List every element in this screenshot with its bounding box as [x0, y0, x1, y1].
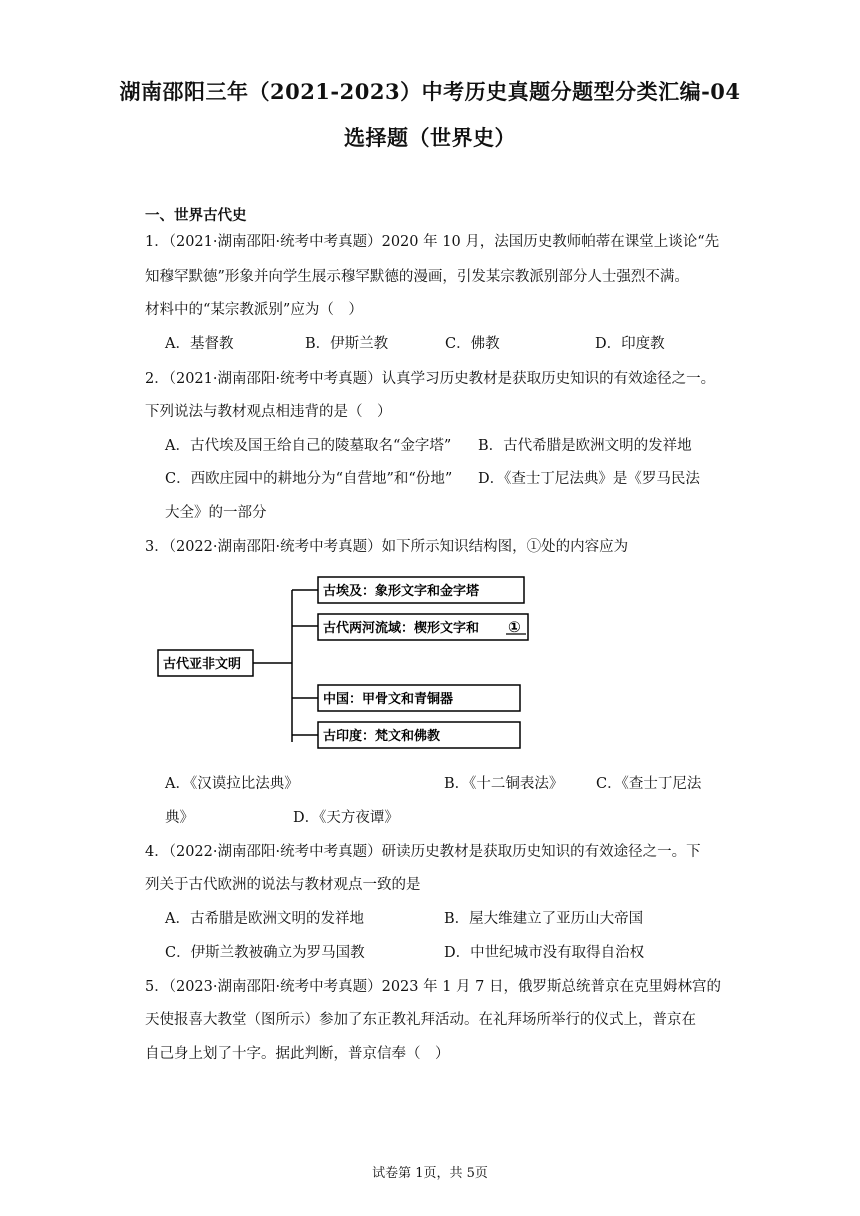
- q5-stem-line1: 5．（2023·湖南邵阳·统考中考真题）2023 年 1 月 7 日，俄罗斯总统普京在克里姆林宫的: [145, 979, 721, 995]
- q1-stem-line1: 1．（2021·湖南邵阳·统考中考真题）2020 年 10 月，法国历史教师帕蒂在课堂上谈论“先: [145, 234, 720, 250]
- q2-option-d-cont: 大全》的一部分: [165, 505, 267, 521]
- q4-stem-line2: 列关于古代欧洲的说法与教材观点一致的是: [145, 877, 421, 893]
- q3-option-b[interactable]: B．《十二铜表法》: [444, 776, 564, 792]
- section-heading: 一、世界古代史: [145, 207, 247, 224]
- diagram-branch-mesopotamia-label: 古代两河流域：楔形文字和: [323, 621, 480, 636]
- q3-option-c-cont: 典》: [165, 810, 194, 826]
- q4-option-c[interactable]: C．伊斯兰教被确立为罗马国教: [165, 945, 365, 961]
- q3-stem-line1: 3．（2022·湖南邵阳·统考中考真题）如下所示知识结构图，①处的内容应为: [145, 539, 629, 555]
- q5-stem-line2: 天使报喜大教堂（图所示）参加了东正教礼拜活动。在礼拜场所举行的仪式上，普京在: [145, 1012, 696, 1028]
- q2-stem-line2: 下列说法与教材观点相违背的是（ ）: [145, 404, 392, 420]
- q4-option-b[interactable]: B．屋大维建立了亚历山大帝国: [444, 911, 644, 927]
- q1-stem-line2: 知穆罕默德”形象并向学生展示穆罕默德的漫画，引发某宗教派别部分人士强烈不满。: [145, 269, 689, 285]
- q3-option-c[interactable]: C．《查士丁尼法: [596, 776, 702, 792]
- q1-stem-line3: 材料中的“某宗教派别”应为（ ）: [145, 302, 363, 318]
- knowledge-structure-diagram: [150, 570, 540, 755]
- q4-stem-line1: 4．（2022·湖南邵阳·统考中考真题）研读历史教材是获取历史知识的有效途径之一。下: [145, 844, 701, 860]
- diagram-branch-china-label: 中国：甲骨文和青铜器: [323, 692, 454, 707]
- q2-option-b[interactable]: B．古代希腊是欧洲文明的发祥地: [478, 438, 692, 454]
- diagram-blank-marker: ①: [508, 618, 521, 636]
- q1-option-a[interactable]: A．基督教: [165, 336, 234, 352]
- page-footer: 试卷第 1页，共 5页: [372, 1166, 488, 1181]
- diagram-root-label: 古代亚非文明: [163, 657, 242, 672]
- q1-option-b[interactable]: B．伊斯兰教: [305, 336, 389, 352]
- q1-option-d[interactable]: D．印度教: [595, 336, 665, 352]
- diagram-branch-egypt-label: 古埃及：象形文字和金字塔: [323, 584, 480, 599]
- q3-option-a[interactable]: A．《汉谟拉比法典》: [165, 776, 299, 792]
- q2-option-a[interactable]: A．古代埃及国王给自己的陵墓取名“金字塔”: [165, 438, 452, 454]
- q3-option-d[interactable]: D．《天方夜谭》: [293, 810, 399, 826]
- q2-option-c[interactable]: C．西欧庄园中的耕地分为“自营地”和“份地”: [165, 471, 453, 487]
- document-title-line2: 选择题（世界史）: [344, 125, 516, 150]
- q5-stem-line3: 自己身上划了十字。据此判断，普京信奉（ ）: [145, 1046, 450, 1062]
- diagram-branch-india-label: 古印度：梵文和佛教: [323, 729, 441, 744]
- q2-option-d[interactable]: D．《查士丁尼法典》是《罗马民法: [478, 471, 700, 487]
- q4-option-d[interactable]: D．中世纪城市没有取得自治权: [444, 945, 645, 961]
- q1-option-c[interactable]: C．佛教: [445, 336, 500, 352]
- q2-stem-line1: 2．（2021·湖南邵阳·统考中考真题）认真学习历史教材是获取历史知识的有效途径之一。: [145, 371, 716, 387]
- document-title-line1: 湖南邵阳三年（2021-2023）中考历史真题分题型分类汇编-04: [119, 79, 741, 104]
- q4-option-a[interactable]: A．古希腊是欧洲文明的发祥地: [165, 911, 364, 927]
